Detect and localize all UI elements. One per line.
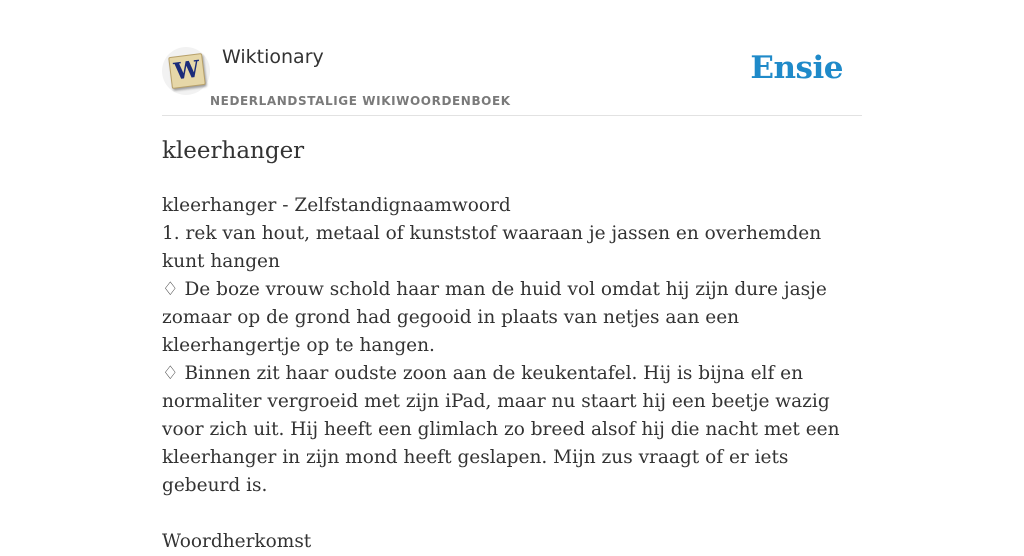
page-title: kleerhanger [162, 138, 305, 164]
entry-heading-line: kleerhanger - Zelfstandignaamwoord [162, 195, 511, 216]
definition: 1. rek van hout, metaal of kunststof waaraan je jassen en overhemden kunt hangen [162, 223, 822, 272]
example-1: ♢ De boze vrouw schold haar man de huid vol omdat hij zijn dure jasje zomaar op de grond had gegooid in plaats van netjes aan een kleerhangertje op te hangen. [162, 279, 827, 356]
page [162, 0, 862, 552]
wiktionary-logo[interactable] [162, 47, 210, 95]
logo-letter: W [172, 55, 202, 86]
entry-body [162, 192, 862, 556]
ensie-logo[interactable]: Ensie [750, 50, 843, 86]
logo-tile-icon [168, 53, 206, 89]
site-name[interactable]: Wiktionary [222, 46, 324, 68]
header-divider [162, 115, 862, 116]
example-2: ♢ Binnen zit haar oudste zoon aan de keukentafel. Hij is bijna elf en normaliter vergroeid met zijn iPad, maar nu staart hij een beetje wazig voor zich uit. Hij heeft een glimlach zo breed alsof hij die nacht met een kleerhanger in zijn mond heeft geslapen. Mijn zus vraagt of er iets gebeurd is. [162, 363, 840, 496]
section-heading-etymology: Woordherkomst [162, 531, 312, 552]
site-subtitle: NEDERLANDSTALIGE WIKIWOORDENBOEK [210, 94, 511, 108]
